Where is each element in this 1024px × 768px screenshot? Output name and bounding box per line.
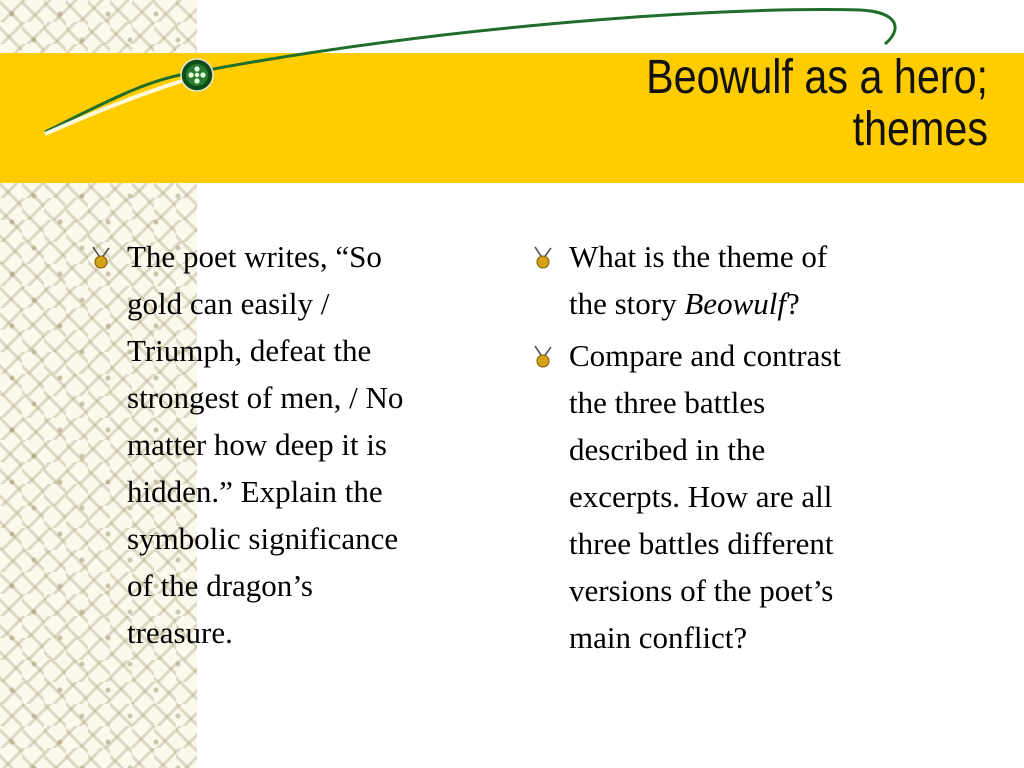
- italic-title: Beowulf: [684, 286, 786, 321]
- sprout-bullet-icon: [532, 343, 554, 369]
- bullet-text-line: excerpts. How are all: [569, 479, 833, 514]
- title-line-1: Beowulf as a hero;: [646, 51, 988, 104]
- bullet-text-line: versions of the poet’s: [569, 573, 834, 608]
- left-column: [90, 233, 490, 661]
- green-orb-icon: [181, 59, 213, 91]
- bullet-text-line: symbolic significance: [127, 521, 399, 556]
- bullet-text-line: main conflict?: [569, 620, 748, 655]
- sprout-bullet-icon: [90, 244, 112, 270]
- bullet-item: [532, 332, 932, 661]
- bullet-item: [532, 233, 932, 327]
- title-line-2: themes: [852, 103, 988, 156]
- right-column: [532, 233, 932, 666]
- sprout-bullet-icon: [532, 244, 554, 270]
- bullet-text-line: Compare and contrast: [569, 338, 842, 373]
- bullet-text-line: matter how deep it is: [127, 427, 387, 462]
- white-swoosh-highlight: [45, 80, 185, 134]
- slide-title: [506, 52, 988, 156]
- bullet-text-line: hidden.” Explain the: [127, 474, 383, 509]
- text-segment: ?: [785, 286, 800, 321]
- bullet-text-line: gold can easily /: [127, 286, 330, 321]
- bullet-text-line: three battles different: [569, 526, 834, 561]
- bullet-text-line: Triumph, defeat the: [127, 333, 372, 368]
- bullet-text-line: [569, 280, 932, 327]
- text-segment: the story: [569, 286, 685, 321]
- bullet-text-line: The poet writes, “So: [127, 239, 382, 274]
- bullet-text-line: What is the theme of: [569, 239, 828, 274]
- bullet-text-line: of the dragon’s: [127, 568, 313, 603]
- bullet-text-line: treasure.: [127, 615, 233, 650]
- bullet-text-line: strongest of men, / No: [127, 380, 404, 415]
- bullet-text-line: the three battles: [569, 385, 766, 420]
- bullet-text-line: described in the: [569, 432, 766, 467]
- bullet-item: [90, 233, 490, 656]
